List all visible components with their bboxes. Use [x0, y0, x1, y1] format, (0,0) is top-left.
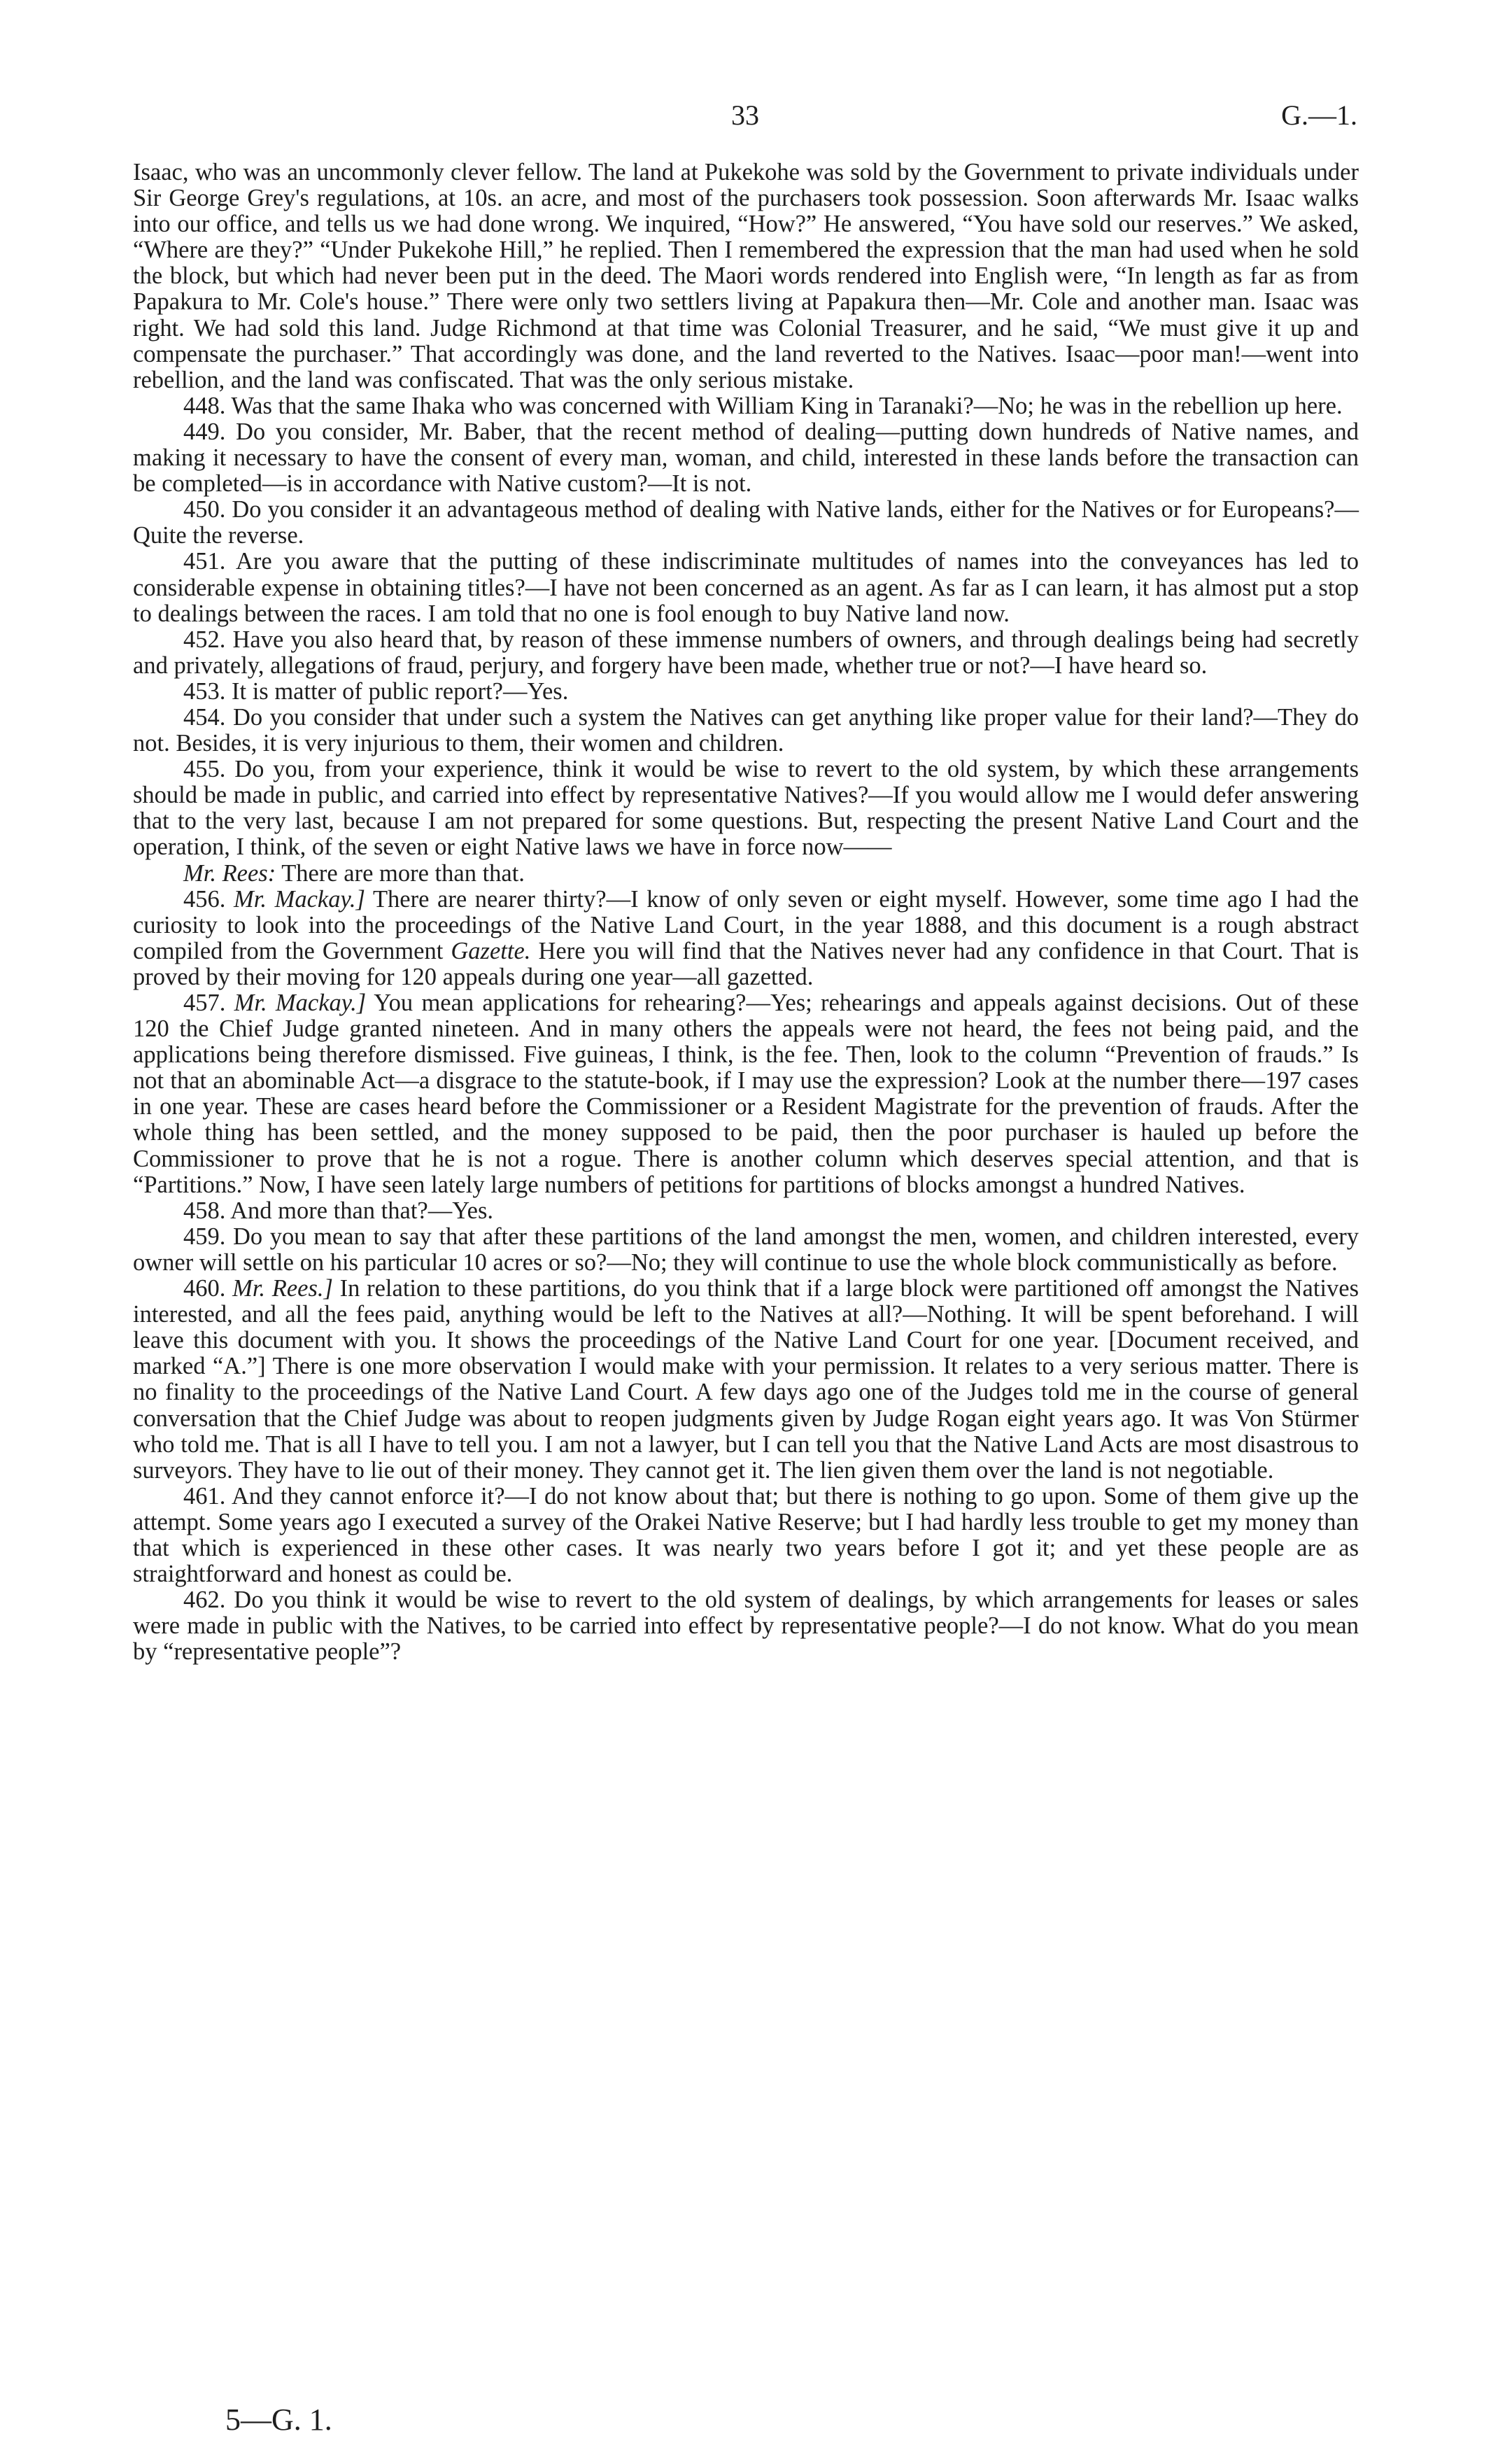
- paragraph-rees-interjection: [133, 861, 1359, 887]
- document-reference: G.—1.: [1281, 99, 1357, 131]
- paragraph-454: 454. Do you consider that under such a system the Natives can get anything like proper value for their land?—They do not. Besides, it is very injurious to them, their women and children.: [133, 703, 1359, 757]
- page-header: [133, 98, 1357, 140]
- paragraph-462: 462. Do you think it would be wise to revert to the old system of dealings, by which arrangements for leases or sales were made in public with the Natives, to be carried into effect by representative people?—I do not know. What do you mean by “representative people”?: [133, 1587, 1359, 1666]
- speaker-label: Mr. Rees:: [183, 859, 276, 887]
- paragraph-459: 459. Do you mean to say that after these partitions of the land amongst the men, women, and children interested, every owner will settle on his particular 10 acres or so?—No; they will continue to use the whole block communistically as before.: [133, 1223, 1359, 1276]
- paragraph-461: 461. And they cannot enforce it?—I do not know about that; but there is nothing to go upon. Some of them give up the attempt. Some years ago I executed a survey of the Orakei Native Reserve; but I had hardly less trouble to get my money than that which is experienced in these other cases. It was nearly two years before I got it; and yet these people are as straightforward and honest as could be.: [133, 1482, 1359, 1588]
- paragraph-text: In relation to these partitions, do you think that if a large block were partitioned off amongst the Natives interested, and all the fees paid, anything would be left to the Natives at all?—Nothing. It will be spent beforehand. I will leave this document with you. It shows the proceedings of the Native Land Court for one year. [Document received, and marked “A.”] There is one more observation I would make with your permission. It relates to a very serious matter. There is no finality to the proceedings of the Native Land Court. A few days ago one of the Judges told me in the course of general conversation that the Chief Judge was about to reopen judgments given by Judge Rogan eight years ago. It was Von Stürmer who told me. That is all I have to tell you. I am not a lawyer, but I can tell you that the Native Land Acts are most disastrous to surveyors. They have to lie out of their money. They cannot get it. The lien given them over the land is not negotiable.: [133, 1275, 1359, 1484]
- paragraph-456: [133, 887, 1359, 990]
- paragraph-455: 455. Do you, from your experience, think it would be wise to revert to the old system, by which these arrangements should be made in public, and carried into effect by representative Natives?—If you would allow me I would defer answering that to the very last, because I am not prepared for some questions. But, respecting the present Native Land Court and the operation, I think, of the seven or eight Native laws we have in force now——: [133, 756, 1359, 861]
- paragraph-458: 458. And more than that?—Yes.: [183, 1197, 494, 1224]
- paragraph-text-after: Here you will find that the Natives never had any confidence in that Court. That is proved by their moving for 120 appeals during one year—all gazetted.: [133, 937, 1359, 990]
- page-number: 33: [731, 99, 759, 131]
- paragraph-449: 449. Do you consider, Mr. Baber, that the recent method of dealing—putting down hundreds of Native names, and making it necessary to have the consent of every man, woman, and child, interested in these lands before the transaction can be completed—is in accordance with Native custom?—It is not.: [133, 418, 1359, 498]
- signature-mark: 5—G. 1.: [225, 2403, 332, 2437]
- paragraph-448: 448. Was that the same Ihaka who was concerned with William King in Taranaki?—No; he was in the rebellion up here.: [183, 392, 1343, 419]
- paragraph-text: You mean applications for rehearing?—Yes; rehearings and appeals against decisions. Out of these 120 the Chief Judge granted nineteen. And in many others the appeals were not heard, the fees not being paid, and the applications being therefore dismissed. Five guineas, I think, is the fee. Then, look to the column “Prevention of frauds.” Is not that an abominable Act—a disgrace to the statute-book, if I may use the expression? Look at the number there—197 cases in one year. These are cases heard before the Commissioner or a Resident Magistrate for the prevention of frauds. After the whole thing has been settled, and the money supposed to be paid, then the poor purchaser is hauled up before the Commissioner to prove that he is not a rogue. There is another column which deserves special attention, and that is “Partitions.” Now, I have seen lately large numbers of petitions for partitions of blocks amongst a hundred Natives.: [133, 990, 1359, 1198]
- speaker-label: Mr. Mackay.]: [234, 990, 367, 1016]
- question-number: 456.: [183, 885, 226, 913]
- paragraph-text: There are nearer thirty?—I know of only seven or eight myself. However, some time ago I had the curiosity to look into the proceedings of the Native Land Court, in the year 1888, and this document is a rough abstract compiled from the Government: [133, 885, 1359, 964]
- paragraph-453: 453. It is matter of public report?—Yes.: [183, 677, 569, 705]
- paragraph-continuation: Isaac, who was an uncommonly clever fellow. The land at Pukekohe was sold by the Government to private individuals under Sir George Grey's regulations, at 10s. an acre, and most of the purchasers took possession. Soon afterwards Mr. Isaac walks into our office, and tells us we had done wrong. We inquired, “How?” He answered, “You have sold our reserves.” We asked, “Where are they?” “Under Pukekohe Hill,” he replied. Then I remembered the expression that the man had used when he sold the block, but which had never been put in the deed. The Maori words rendered into English were, “In length as far as from Papakura to Mr. Cole's house.” There were only two settlers living at Papakura then—Mr. Cole and another man. Isaac was right. We had sold this land. Judge Richmond at that time was Colonial Treasurer, and he said, “We must give it up and compensate the purchaser.” That accordingly was done, and the land reverted to the Natives. Isaac—poor man!—went into rebellion, and the land was confiscated. That was the only serious mistake.: [133, 159, 1359, 393]
- paragraph-text: There are more than that.: [281, 859, 525, 887]
- paragraph-460: [133, 1276, 1359, 1484]
- question-number: 460.: [183, 1275, 226, 1302]
- gazette-title: Gazette.: [451, 937, 531, 964]
- testimony-body: [133, 160, 1359, 1665]
- speaker-label: Mr. Mackay.]: [234, 885, 365, 913]
- paragraph-457: [133, 990, 1359, 1198]
- speaker-label: Mr. Rees.]: [232, 1275, 333, 1302]
- paragraph-450: 450. Do you consider it an advantageous method of dealing with Native lands, either for the Natives or for Europeans?—Quite the reverse.: [133, 496, 1359, 549]
- paragraph-451: 451. Are you aware that the putting of these indiscriminate multitudes of names into the conveyances has led to considerable expense in obtaining titles?—I have not been concerned as an agent. As far as I can learn, it has almost put a stop to dealings between the races. I am told that no one is fool enough to buy Native land now.: [133, 548, 1359, 627]
- paragraph-452: 452. Have you also heard that, by reason of these immense numbers of owners, and through dealings being had secretly and privately, allegations of fraud, perjury, and forgery have been made, whether true or not?—I have heard so.: [133, 626, 1359, 679]
- question-number: 457.: [183, 990, 226, 1016]
